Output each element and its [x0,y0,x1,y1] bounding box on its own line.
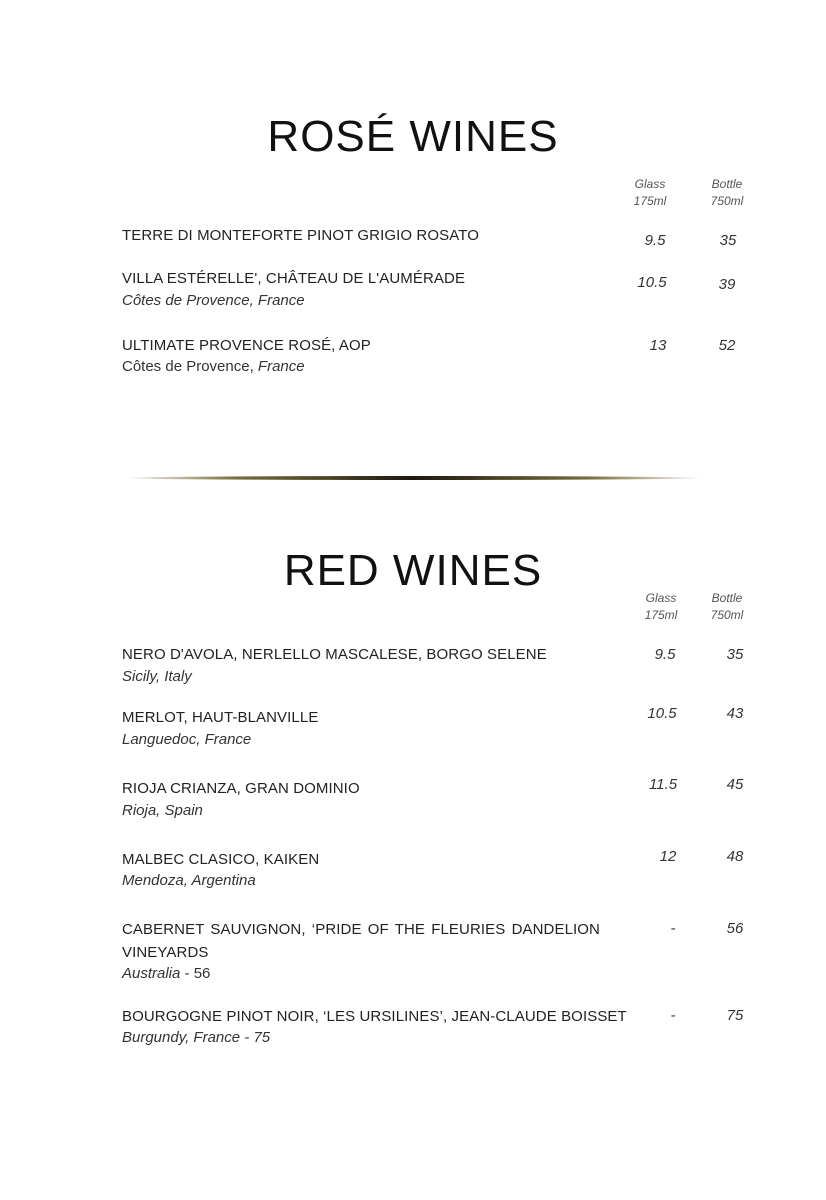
red-wine-name: RIOJA CRIANZA, GRAN DOMINIO [122,780,360,797]
red-bottle-price: 45 [726,776,744,793]
region-italic: Australia [122,965,181,982]
red-bottle-size: 750ml [710,608,744,622]
red-glass-label: Glass [645,591,677,605]
red-bottle-price: 35 [726,646,744,663]
red-glass-price: 10.5 [647,705,677,722]
red-glass-price: 12 [659,848,677,865]
region-italic: Burgundy, France - 75 [122,1029,271,1046]
rose-wine-name: VILLA ESTÉRELLE', CHÂTEAU DE L'AUMÉRADE [122,270,466,287]
red-wine-region [122,800,203,822]
red-bottle-price: 56 [726,920,744,937]
red-bottle-price: 43 [726,705,744,722]
region-italic: Languedoc, France [122,731,252,748]
red-glass-column-header [631,590,691,624]
rose-wine-region [122,356,305,378]
red-wine-name: MALBEC CLASICO, KAIKEN [122,851,320,868]
red-glass-price: - [670,1007,676,1024]
red-wine-region [122,666,192,688]
red-wine-name: MERLOT, HAUT-BLANVILLE [122,709,319,726]
red-wine-region [122,1027,270,1049]
rose-wine-region [122,290,305,312]
rose-bottle-price: 35 [719,232,737,249]
red-glass-price: 11.5 [648,776,678,793]
red-wine-name: BOURGOGNE PINOT NOIR, ‘LES URSILINES’, JEAN-CLAUDE BOISSET [122,1008,627,1025]
red-wine-name: CABERNET SAUVIGNON, ‘PRIDE OF THE FLEURIES DANDELION VINEYARDS [122,921,600,961]
red-bottle-label: Bottle [711,591,743,605]
rose-bottle-size: 750ml [710,194,744,208]
region-italic: Rioja, Spain [122,802,203,819]
red-wine-region [122,729,251,751]
region-text: - 56 [180,965,211,982]
rose-wine-name: ULTIMATE PROVENCE ROSÉ, AOP [122,337,371,354]
red-wine-region [122,963,210,985]
rose-bottle-price: 39 [718,276,736,293]
region-italic: Mendoza, Argentina [122,872,256,889]
red-wine-region [122,870,256,892]
rose-glass-size: 175ml [633,194,667,208]
section-divider [122,476,704,480]
red-glass-size: 175ml [644,608,678,622]
rose-glass-column-header [620,176,680,210]
rose-glass-label: Glass [634,177,666,191]
red-glass-price: 9.5 [654,646,676,663]
red-glass-price: - [670,920,676,937]
red-bottle-price: 48 [726,848,744,865]
region-text: Côtes de Provence, [122,358,258,375]
region-italic: Côtes de Provence, France [122,292,305,309]
red-bottle-price: 75 [726,1007,744,1024]
rose-glass-price: 13 [649,337,667,354]
rose-glass-price: 10.5 [637,274,667,291]
red-wine-name: NERO D'AVOLA, NERLELLO MASCALESE, BORGO SELENE [122,646,547,663]
red-section-title: RED WINES [283,546,543,595]
rose-section-title: ROSÉ WINES [267,112,559,161]
rose-bottle-price: 52 [718,337,736,354]
region-italic: France [257,358,305,375]
rose-bottle-label: Bottle [711,177,743,191]
rose-glass-price: 9.5 [644,232,666,249]
rose-bottle-column-header [697,176,757,210]
rose-wine-name: TERRE DI MONTEFORTE PINOT GRIGIO ROSATO [122,227,479,244]
region-italic: Sicily, Italy [122,668,192,685]
red-bottle-column-header [697,590,757,624]
